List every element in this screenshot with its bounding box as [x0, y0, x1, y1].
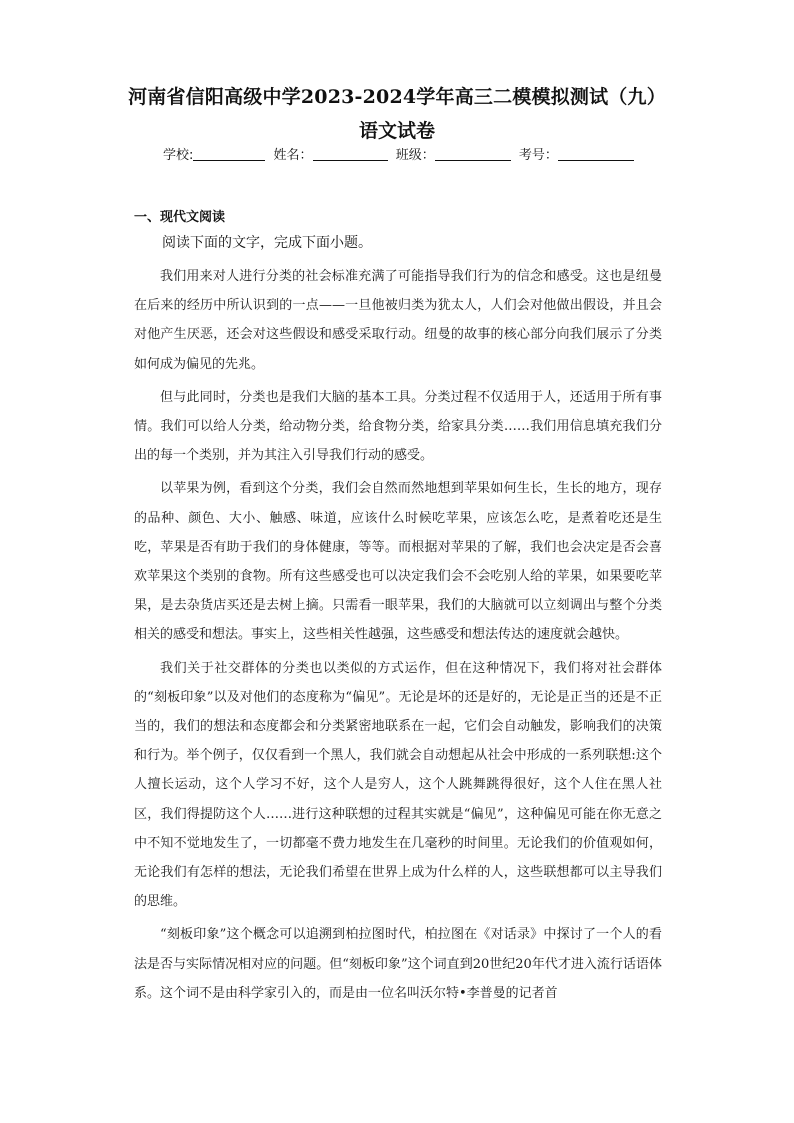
passage-paragraph-4: 我们关于社交群体的分类也以类似的方式运作，但在这种情况下，我们将对社会群体的“刻板印象”以及对他们的态度称为“偏见”。无论是坏的还是好的，无论是正当的还是不正当的，我们的想法和态度都会和分类紧密地联系在一起，它们会自动触发，影响我们的决策和行为。举个例子，仅仅看到一个黑人，我们就会自动想起从社会中形成的一系列联想:这个人擅长运动，这个人学习不好，这个人是穷人，这个人跳舞跳得很好，这个人住在黑人社区，我们得提防这个人……进行这种联想的过程其实就是“偏见”，这种偏见可能在你无意之中不知不觉地发生了，一切都毫不费力地发生在几毫秒的时间里。无论我们的价值观如何，无论我们有怎样的想法，无论我们希望在世界上成为什么样的人，这些联想都可以主导我们的思维。	[134, 660, 662, 910]
section-heading: 一、现代文阅读	[134, 210, 226, 225]
passage-paragraph-1: 我们用来对人进行分类的社会标准充满了可能指导我们行为的信念和感受。这也是纽曼在后来的经历中所认识到的一点——一旦他被归类为犹太人，人们会对他做出假设，并且会对他产生厌恶，还会对这些假设和感受采取行动。纽曼的故事的核心部分向我们展示了分类如何成为偏见的先兆。	[134, 269, 662, 372]
passage-paragraph-5: “刻板印象”这个概念可以追溯到柏拉图时代，柏拉图在《对话录》中探讨了一个人的看法是否与实际情况相对应的问题。但“刻板印象”这个词直到20世纪20年代才进入流行话语体系。这个词不是由科学家引入的，而是由一位名叫沃尔特•李普曼的记者首	[134, 927, 662, 1001]
page-title: 河南省信阳高级中学2023-2024学年高三二模模拟测试（九）	[128, 86, 666, 108]
passage-paragraph-3: 以苹果为例，看到这个分类，我们会自然而然地想到苹果如何生长，生长的地方，现存的品种、颜色、大小、触感、味道，应该什么时候吃苹果，应该怎么吃，是煮着吃还是生吃，苹果是否有助于我们的身体健康，等等。而根据对苹果的了解，我们也会决定是否会喜欢苹果这个类别的食物。所有这些感受也可以决定我们会不会吃别人给的苹果，如果要吃苹果，是去杂货店买还是去树上摘。只需看一眼苹果，我们的大脑就可以立刻调出与整个分类相关的感受和想法。事实上，这些相关性越强，这些感受和想法传达的速度就会越快。	[134, 481, 662, 643]
school-field	[163, 144, 269, 163]
reading-passage	[134, 262, 662, 1012]
exam-number-field	[519, 144, 638, 163]
name-label: 姓名：	[273, 148, 313, 163]
class-blank[interactable]	[435, 146, 511, 161]
school-label: 学校:	[163, 148, 194, 163]
reading-instruction: 阅读下面的文字，完成下面小题。	[162, 235, 372, 251]
page-subtitle: 语文试卷	[358, 120, 435, 142]
student-info-line	[163, 144, 638, 163]
exam-number-blank[interactable]	[558, 146, 634, 161]
class-label: 班级：	[395, 148, 435, 163]
school-blank[interactable]	[193, 146, 265, 161]
name-blank[interactable]	[313, 146, 388, 161]
passage-paragraph-2: 但与此同时，分类也是我们大脑的基本工具。分类过程不仅适用于人，还适用于所有事情。我们可以给人分类，给动物分类，给食物分类，给家具分类……我们用信息填充我们分出的每一个类别，并为其注入引导我们行动的感受。	[134, 389, 662, 464]
class-field	[396, 144, 515, 163]
name-field	[274, 144, 392, 163]
exam-number-label: 考号：	[518, 148, 558, 163]
